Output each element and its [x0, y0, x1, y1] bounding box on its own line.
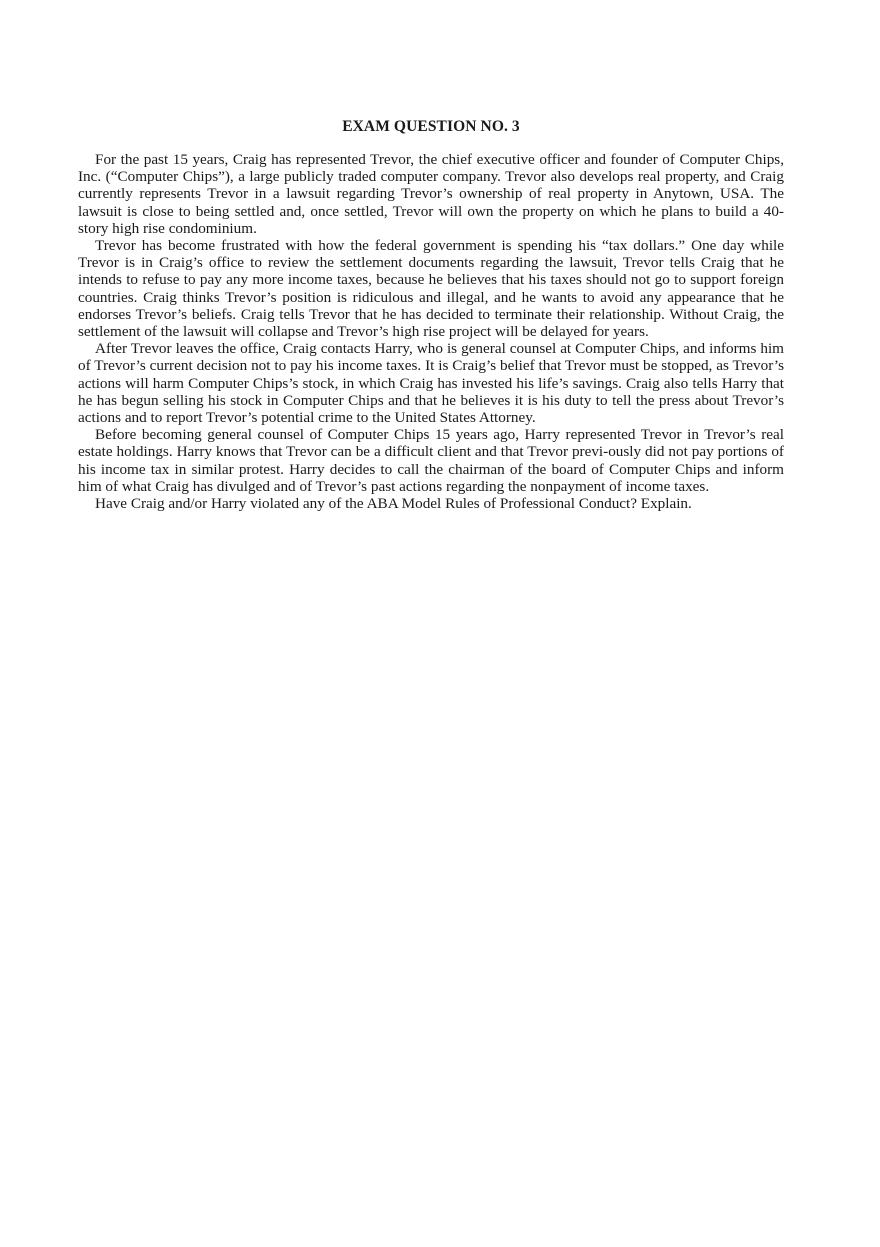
paragraph-tax-refusal: Trevor has become frustrated with how the federal government is spending his “tax dollars.” One day while Trevor is in Craig’s office to review the settlement documents regarding the lawsuit, Trevor tells Craig that he intends to refuse to pay any more income taxes, because he believes that his taxes should not go to support foreign countries. Craig thinks Trevor’s position is ridiculous and illegal, and he wants to avoid any appearance that he endorses Trevor’s beliefs. Craig tells Trevor that he has decided to terminate their relationship. Without Craig, the settlement of the lawsuit will collapse and Trevor’s high rise project will be delayed for years. [78, 237, 784, 341]
exam-page [78, 118, 784, 512]
paragraph-harry-actions: Before becoming general counsel of Computer Chips 15 years ago, Harry represented Trevor in Trevor’s real estate holdings. Harry knows that Trevor can be a difficult client and that Trevor previ-ously did not pay portions of his income tax in similar protest. Harry decides to call the chairman of the board of Computer Chips and inform him of what Craig has divulged and of Trevor’s past actions regarding the nonpayment of income taxes. [78, 426, 784, 495]
paragraph-craig-contacts-harry: After Trevor leaves the office, Craig contacts Harry, who is general counsel at Computer Chips, and informs him of Trevor’s current decision not to pay his income taxes. It is Craig’s belief that Trevor must be stopped, as Trevor’s actions will harm Computer Chips’s stock, in which Craig has invested his life’s savings. Craig also tells Harry that he has begun selling his stock in Computer Chips and that he believes it is his duty to tell the press about Trevor’s actions and to report Trevor’s potential crime to the United States Attorney. [78, 340, 784, 427]
exam-title: EXAM QUESTION NO. 3 [342, 118, 520, 135]
paragraph-question: Have Craig and/or Harry violated any of the ABA Model Rules of Professional Conduct? Explain. [95, 495, 692, 513]
paragraph-background: For the past 15 years, Craig has represented Trevor, the chief executive officer and founder of Computer Chips, Inc. (“Computer Chips”), a large publicly traded computer company. Trevor also develops real property, and Craig currently represents Trevor in a lawsuit regarding Trevor’s ownership of real property in Anytown, USA. The lawsuit is close to being settled and, once settled, Trevor will own the property on which he plans to build a 40-story high rise condominium. [78, 151, 784, 237]
